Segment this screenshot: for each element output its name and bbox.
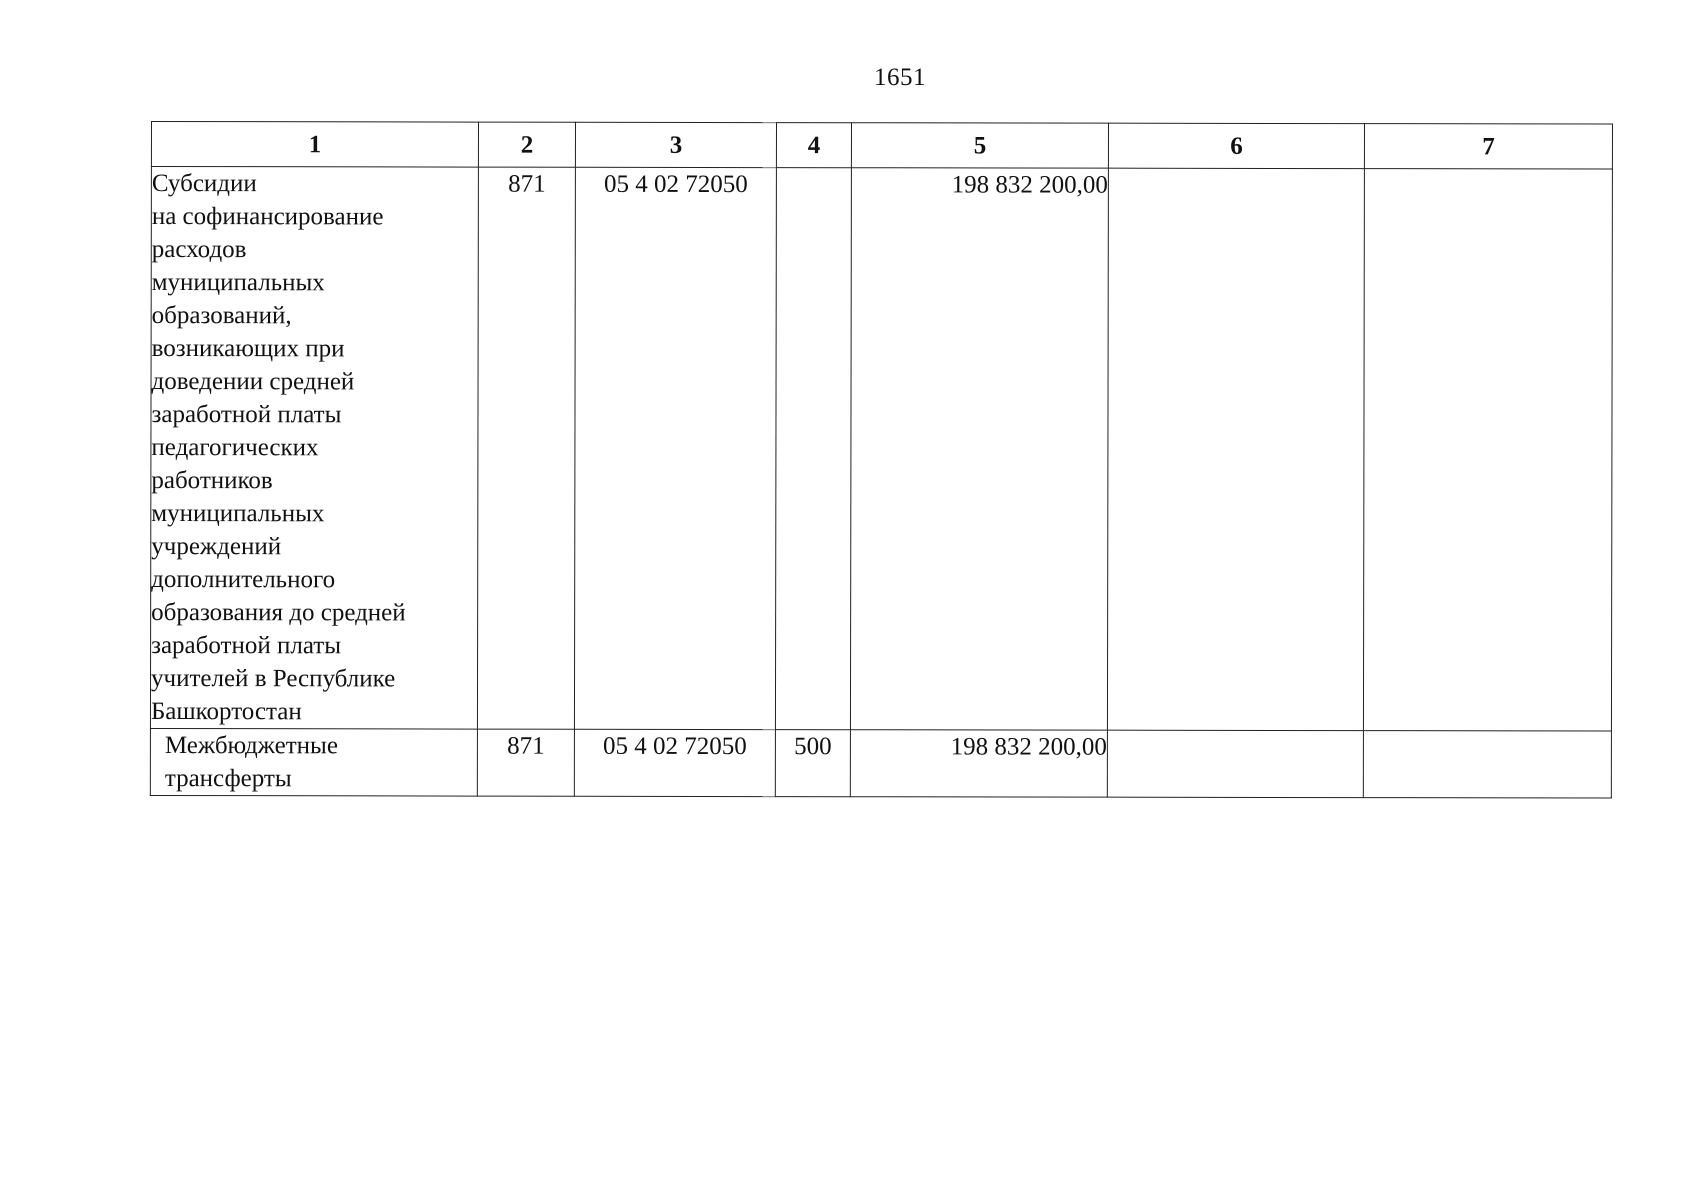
header-col-1: 1 — [151, 122, 478, 168]
row-col5-cell: 198 832 200,00 — [850, 730, 1107, 797]
row-col2-cell: 871 — [477, 729, 574, 796]
header-col-7: 7 — [1364, 124, 1612, 169]
row-col2-cell: 871 — [477, 167, 575, 729]
table-row — [150, 728, 1611, 798]
header-col-4: 4 — [776, 123, 851, 168]
row-col4-cell: 500 — [775, 730, 850, 797]
row-col4-cell — [775, 168, 851, 730]
row-col5-cell: 198 832 200,00 — [850, 168, 1108, 730]
row-col7-cell — [1363, 169, 1612, 731]
row-col6-cell — [1107, 168, 1364, 730]
header-col-6: 6 — [1108, 123, 1364, 168]
header-col-3: 3 — [575, 122, 776, 167]
header-row — [151, 122, 1612, 170]
table-row — [150, 167, 1612, 732]
row-col7-cell — [1363, 731, 1611, 798]
header-col-2: 2 — [478, 122, 575, 167]
budget-table — [150, 121, 1613, 799]
header-col-5: 5 — [851, 123, 1108, 168]
row-col6-cell — [1107, 730, 1363, 797]
row-name-cell: Межбюджетные трансферты — [150, 728, 477, 796]
row-col3-cell: 05 4 02 72050 — [574, 729, 775, 796]
page-number: 1651 — [874, 64, 926, 91]
row-name-cell: Субсидии на софинансирование расходов муниципальных образований, возникающих при доведении средней заработной платы педагогических работников муниципальных учреждений дополнительного образования до средней заработной платы учителей в Республике Башкортостан — [150, 167, 478, 730]
row-col3-cell: 05 4 02 72050 — [574, 167, 776, 729]
